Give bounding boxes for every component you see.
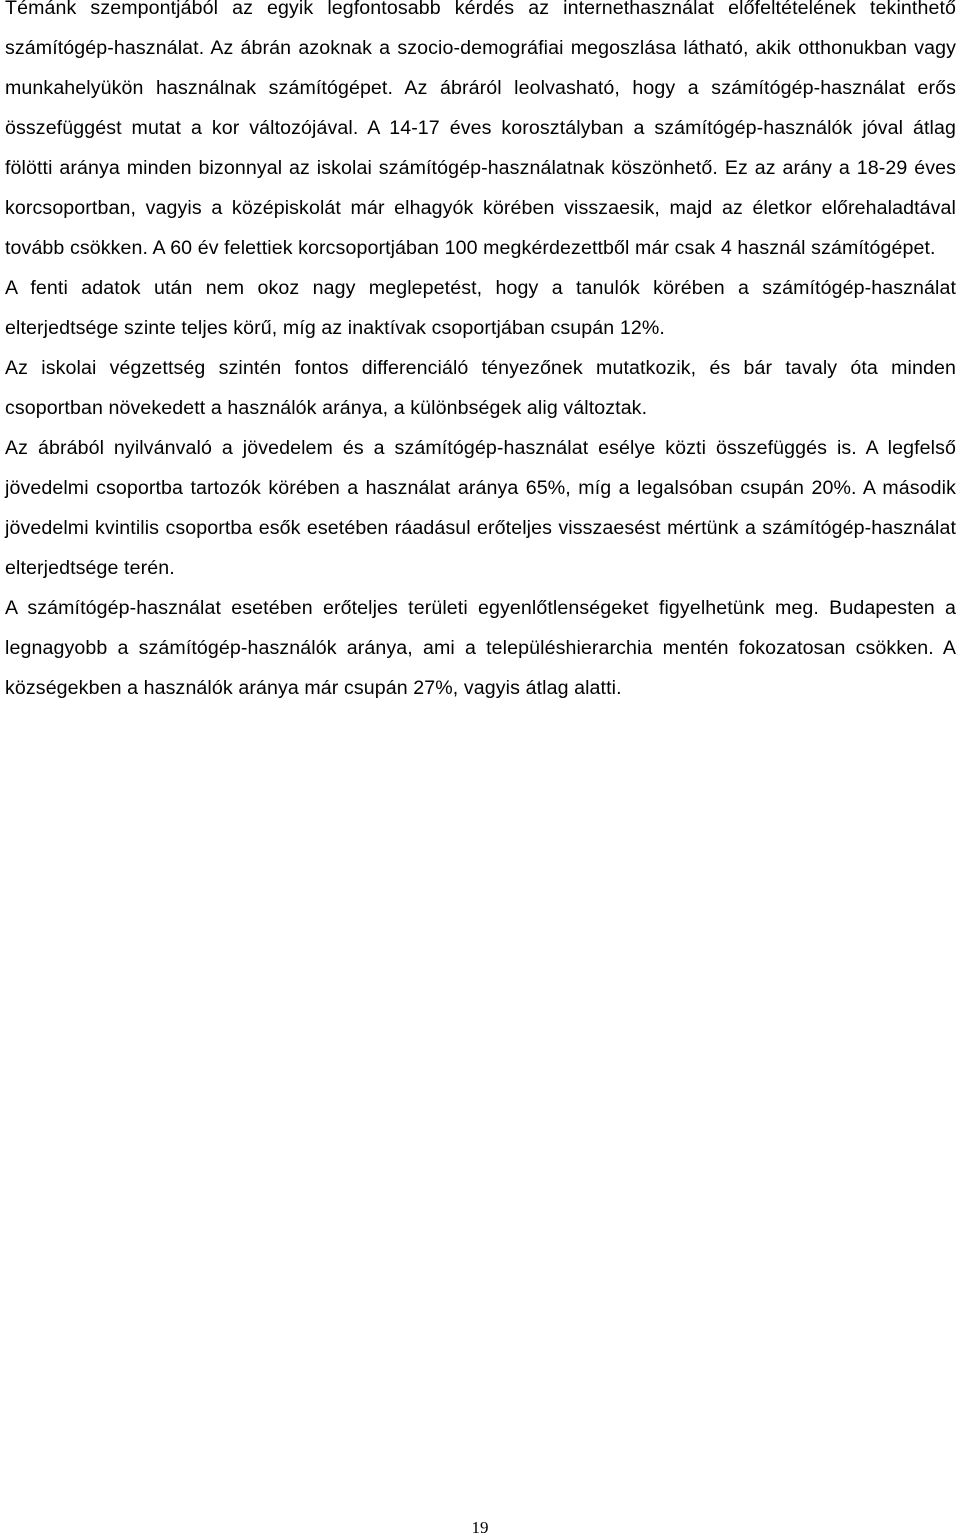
paragraph-income: Az ábrából nyilvánvaló a jövedelem és a számítógép-használat esélye közti összefüggés is. A legfelső jövedelmi csoportba tartozók körében a használat aránya 65%, míg a legalsóban csupán 20%. A második jövedelmi kvintilis csoportba esők esetében ráadásul erőteljes visszaesést mértünk a számítógép-használat elterjedtsége terén.: [5, 437, 956, 579]
paragraph-regional: A számítógép-használat esetében erőteljes területi egyenlőtlenségeket figyelhetünk meg. Budapesten a legnagyobb a számítógép-használók aránya, ami a településhierarchia mentén fokozatosan csökken. A községekben a használók aránya már csupán 27%, vagyis átlag alatti.: [5, 597, 956, 699]
page-number: 19: [471, 1518, 489, 1537]
paragraph-students-inactive: A fenti adatok után nem okoz nagy meglepetést, hogy a tanulók körében a számítógép-használat elterjedtsége szinte teljes körű, míg az inaktívak csoportjában csupán 12%.: [5, 277, 956, 339]
paragraph-computer-use-age: Témánk szempontjából az egyik legfontosabb kérdés az internethasználat előfeltételének tekinthető számítógép-használat. Az ábrán azoknak a szocio-demográfiai megoszlása látható, akik otthonukban vagy munkahelyükön használnak számítógépet. Az ábráról leolvasható, hogy a számítógép-használat erős összefüggést mutat a kor változójával. A 14-17 éves korosztályban a számítógép-használók jóval átlag fölötti aránya minden bizonnyal az iskolai számítógép-használatnak köszönhető. Ez az arány a 18-29 éves korcsoportban, vagyis a középiskolát már elhagyók körében visszaesik, majd az életkor előrehaladtával tovább csökken. A 60 év felettiek korcsoportjában 100 megkérdezettből már csak 4 használ számítógépet.: [5, 0, 956, 259]
paragraph-education: Az iskolai végzettség szintén fontos differenciáló tényezőnek mutatkozik, és bár tavaly óta minden csoportban növekedett a használók aránya, a különbségek alig változtak.: [5, 357, 956, 419]
document-body: [5, 0, 956, 708]
